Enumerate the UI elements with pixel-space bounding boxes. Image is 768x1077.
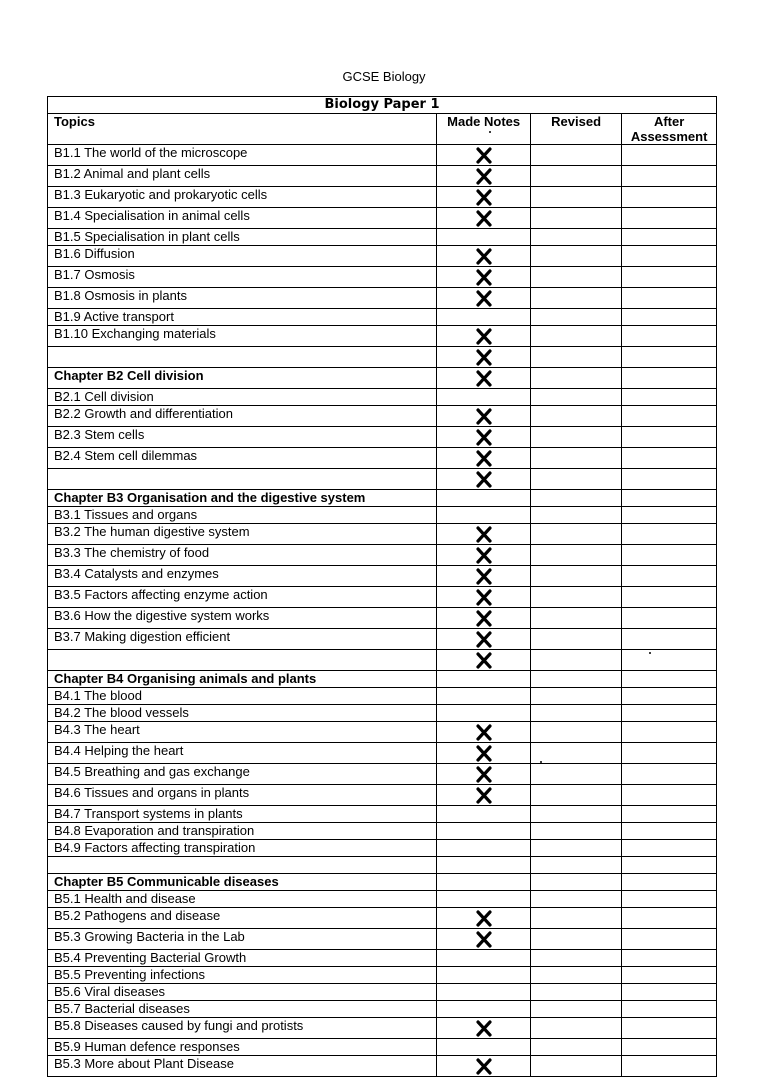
cross-mark-icon bbox=[476, 1058, 492, 1075]
table-row bbox=[48, 389, 717, 406]
after-assessment-cell[interactable] bbox=[622, 840, 717, 857]
made-notes-cell[interactable] bbox=[437, 166, 531, 187]
table-row bbox=[48, 857, 717, 874]
made-notes-cell[interactable] bbox=[437, 874, 531, 891]
cross-mark-icon bbox=[476, 631, 492, 648]
table-row bbox=[48, 507, 717, 524]
revised-cell[interactable] bbox=[530, 984, 621, 1001]
after-assessment-cell[interactable] bbox=[622, 650, 717, 671]
revised-cell[interactable] bbox=[530, 469, 621, 490]
topic-label: B2.1 Cell division bbox=[48, 389, 437, 406]
revised-cell[interactable] bbox=[530, 891, 621, 908]
made-notes-cell[interactable] bbox=[437, 448, 531, 469]
revised-cell[interactable] bbox=[530, 490, 621, 507]
after-assessment-cell[interactable] bbox=[622, 448, 717, 469]
made-notes-cell[interactable] bbox=[437, 722, 531, 743]
table-row bbox=[48, 246, 717, 267]
header-revised: Revised bbox=[530, 114, 621, 145]
after-assessment-cell[interactable] bbox=[622, 1018, 717, 1039]
topic-label: B1.8 Osmosis in plants bbox=[48, 288, 437, 309]
chapter-row bbox=[48, 671, 717, 688]
after-assessment-cell[interactable] bbox=[622, 288, 717, 309]
column-header-row bbox=[48, 114, 717, 145]
made-notes-cell[interactable] bbox=[437, 908, 531, 929]
after-assessment-cell[interactable] bbox=[622, 309, 717, 326]
after-assessment-cell[interactable] bbox=[622, 490, 717, 507]
topic-label: B2.2 Growth and differentiation bbox=[48, 406, 437, 427]
cross-mark-icon bbox=[476, 724, 492, 741]
table-row bbox=[48, 891, 717, 908]
table-row bbox=[48, 406, 717, 427]
header-made-notes: Made Notes bbox=[437, 114, 531, 145]
after-assessment-cell[interactable] bbox=[622, 1039, 717, 1056]
table-row bbox=[48, 524, 717, 545]
topic-label: B1.1 The world of the microscope bbox=[48, 145, 437, 166]
made-notes-cell[interactable] bbox=[437, 984, 531, 1001]
topic-label: B2.3 Stem cells bbox=[48, 427, 437, 448]
cross-mark-icon bbox=[476, 189, 492, 206]
made-notes-cell[interactable] bbox=[437, 389, 531, 406]
topic-label: B3.7 Making digestion efficient bbox=[48, 629, 437, 650]
cross-mark-icon bbox=[476, 408, 492, 425]
topic-label: B4.8 Evaporation and transpiration bbox=[48, 823, 437, 840]
made-notes-cell[interactable] bbox=[437, 1018, 531, 1039]
made-notes-cell[interactable] bbox=[437, 1039, 531, 1056]
after-assessment-cell[interactable] bbox=[622, 389, 717, 406]
cross-mark-icon bbox=[476, 147, 492, 164]
revised-cell[interactable] bbox=[530, 389, 621, 406]
table-row bbox=[48, 1018, 717, 1039]
revised-cell[interactable] bbox=[530, 507, 621, 524]
made-notes-cell[interactable] bbox=[437, 187, 531, 208]
table-row bbox=[48, 967, 717, 984]
after-assessment-cell[interactable] bbox=[622, 208, 717, 229]
after-assessment-cell[interactable] bbox=[622, 166, 717, 187]
page-title: GCSE Biology bbox=[342, 69, 426, 84]
cross-mark-icon bbox=[476, 526, 492, 543]
made-notes-cell[interactable] bbox=[437, 950, 531, 967]
after-assessment-cell[interactable] bbox=[622, 823, 717, 840]
after-assessment-cell[interactable] bbox=[622, 806, 717, 823]
revised-cell[interactable] bbox=[530, 166, 621, 187]
after-assessment-cell[interactable] bbox=[622, 929, 717, 950]
topic-label: B2.4 Stem cell dilemmas bbox=[48, 448, 437, 469]
cross-mark-icon bbox=[476, 248, 492, 265]
revised-cell[interactable] bbox=[530, 246, 621, 267]
made-notes-cell[interactable] bbox=[437, 326, 531, 347]
made-notes-cell[interactable] bbox=[437, 1001, 531, 1018]
after-assessment-cell[interactable] bbox=[622, 246, 717, 267]
cross-mark-icon bbox=[476, 429, 492, 446]
after-assessment-cell[interactable] bbox=[622, 187, 717, 208]
topic-label: B1.10 Exchanging materials bbox=[48, 326, 437, 347]
after-assessment-cell[interactable] bbox=[622, 545, 717, 566]
revised-cell[interactable] bbox=[530, 671, 621, 688]
after-assessment-cell[interactable] bbox=[622, 785, 717, 806]
chapter-row bbox=[48, 490, 717, 507]
topic-label: B1.9 Active transport bbox=[48, 309, 437, 326]
cross-mark-icon bbox=[476, 269, 492, 286]
revised-cell[interactable] bbox=[530, 929, 621, 950]
after-assessment-cell[interactable] bbox=[622, 1001, 717, 1018]
topic-label: B1.6 Diffusion bbox=[48, 246, 437, 267]
made-notes-cell[interactable] bbox=[437, 688, 531, 705]
table-row bbox=[48, 650, 717, 671]
paper-header-row bbox=[48, 97, 717, 114]
revised-cell[interactable] bbox=[530, 288, 621, 309]
table-row bbox=[48, 267, 717, 288]
cross-mark-icon bbox=[476, 610, 492, 627]
cross-mark-icon bbox=[476, 787, 492, 804]
made-notes-cell[interactable] bbox=[437, 566, 531, 587]
topic-label: B5.9 Human defence responses bbox=[48, 1039, 437, 1056]
revised-cell[interactable] bbox=[530, 650, 621, 671]
cross-mark-icon bbox=[476, 471, 492, 488]
topic-label: B3.1 Tissues and organs bbox=[48, 507, 437, 524]
revised-cell[interactable] bbox=[530, 823, 621, 840]
cross-mark-icon bbox=[476, 328, 492, 345]
topic-label: B5.2 Pathogens and disease bbox=[48, 908, 437, 929]
made-notes-cell[interactable] bbox=[437, 608, 531, 629]
made-notes-cell[interactable] bbox=[437, 309, 531, 326]
made-notes-cell[interactable] bbox=[437, 246, 531, 267]
topic-label bbox=[48, 650, 437, 671]
revised-cell[interactable] bbox=[530, 1039, 621, 1056]
table-row bbox=[48, 229, 717, 246]
after-assessment-cell[interactable] bbox=[622, 229, 717, 246]
made-notes-cell[interactable] bbox=[437, 650, 531, 671]
revised-cell[interactable] bbox=[530, 347, 621, 368]
made-notes-cell[interactable] bbox=[437, 229, 531, 246]
table-row bbox=[48, 566, 717, 587]
after-assessment-cell[interactable] bbox=[622, 984, 717, 1001]
made-notes-cell[interactable] bbox=[437, 929, 531, 950]
topic-label: B1.4 Specialisation in animal cells bbox=[48, 208, 437, 229]
made-notes-cell[interactable] bbox=[437, 1056, 531, 1077]
table-row bbox=[48, 347, 717, 368]
made-notes-cell[interactable] bbox=[437, 629, 531, 650]
table-row bbox=[48, 1001, 717, 1018]
made-notes-cell[interactable] bbox=[437, 587, 531, 608]
topic-label: B3.4 Catalysts and enzymes bbox=[48, 566, 437, 587]
after-assessment-cell[interactable] bbox=[622, 705, 717, 722]
topic-label: B3.2 The human digestive system bbox=[48, 524, 437, 545]
topic-label: B5.7 Bacterial diseases bbox=[48, 1001, 437, 1018]
table-row bbox=[48, 326, 717, 347]
revised-cell[interactable] bbox=[530, 448, 621, 469]
after-assessment-cell[interactable] bbox=[622, 950, 717, 967]
table-row bbox=[48, 166, 717, 187]
revised-cell[interactable] bbox=[530, 1018, 621, 1039]
after-assessment-cell[interactable] bbox=[622, 145, 717, 166]
revised-cell[interactable] bbox=[530, 608, 621, 629]
ink-speck bbox=[649, 652, 651, 654]
made-notes-cell[interactable] bbox=[437, 545, 531, 566]
table-row bbox=[48, 629, 717, 650]
chapter-heading: Chapter B2 Cell division bbox=[48, 368, 437, 389]
cross-mark-icon bbox=[476, 450, 492, 467]
table-row bbox=[48, 908, 717, 929]
after-assessment-cell[interactable] bbox=[622, 326, 717, 347]
table-row bbox=[48, 448, 717, 469]
paper-title: Biology Paper 1 bbox=[48, 97, 717, 114]
after-assessment-cell[interactable] bbox=[622, 671, 717, 688]
revised-cell[interactable] bbox=[530, 267, 621, 288]
topic-label: B4.7 Transport systems in plants bbox=[48, 806, 437, 823]
cross-mark-icon bbox=[476, 349, 492, 366]
revised-cell[interactable] bbox=[530, 229, 621, 246]
table-row bbox=[48, 722, 717, 743]
made-notes-cell[interactable] bbox=[437, 208, 531, 229]
topic-label bbox=[48, 857, 437, 874]
topic-label: B3.3 The chemistry of food bbox=[48, 545, 437, 566]
made-notes-cell[interactable] bbox=[437, 823, 531, 840]
revised-cell[interactable] bbox=[530, 406, 621, 427]
topic-label: B4.9 Factors affecting transpiration bbox=[48, 840, 437, 857]
chapter-heading: Chapter B3 Organisation and the digestive system bbox=[48, 490, 437, 507]
table-row bbox=[48, 187, 717, 208]
chapter-heading: Chapter B4 Organising animals and plants bbox=[48, 671, 437, 688]
made-notes-cell[interactable] bbox=[437, 785, 531, 806]
after-assessment-cell[interactable] bbox=[622, 743, 717, 764]
made-notes-cell[interactable] bbox=[437, 671, 531, 688]
after-assessment-cell[interactable] bbox=[622, 722, 717, 743]
revised-cell[interactable] bbox=[530, 908, 621, 929]
made-notes-cell[interactable] bbox=[437, 705, 531, 722]
after-assessment-cell[interactable] bbox=[622, 347, 717, 368]
table-row bbox=[48, 785, 717, 806]
revised-cell[interactable] bbox=[530, 722, 621, 743]
ink-speck bbox=[489, 131, 491, 133]
cross-mark-icon bbox=[476, 931, 492, 948]
made-notes-cell[interactable] bbox=[437, 267, 531, 288]
table-row bbox=[48, 688, 717, 705]
table-row bbox=[48, 823, 717, 840]
after-assessment-cell[interactable] bbox=[622, 368, 717, 389]
header-topics: Topics bbox=[48, 114, 437, 145]
revised-cell[interactable] bbox=[530, 806, 621, 823]
revised-cell[interactable] bbox=[530, 524, 621, 545]
after-assessment-cell[interactable] bbox=[622, 427, 717, 448]
after-assessment-cell[interactable] bbox=[622, 857, 717, 874]
chapter-row bbox=[48, 874, 717, 891]
after-assessment-cell[interactable] bbox=[622, 967, 717, 984]
revised-cell[interactable] bbox=[530, 566, 621, 587]
table-row bbox=[48, 427, 717, 448]
revised-cell[interactable] bbox=[530, 309, 621, 326]
table-row bbox=[48, 545, 717, 566]
table-row bbox=[48, 145, 717, 166]
made-notes-cell[interactable] bbox=[437, 806, 531, 823]
made-notes-cell[interactable] bbox=[437, 524, 531, 545]
cross-mark-icon bbox=[476, 568, 492, 585]
cross-mark-icon bbox=[476, 1020, 492, 1037]
revised-cell[interactable] bbox=[530, 208, 621, 229]
topic-label: B5.4 Preventing Bacterial Growth bbox=[48, 950, 437, 967]
table-row bbox=[48, 1056, 717, 1077]
made-notes-cell[interactable] bbox=[437, 967, 531, 984]
made-notes-cell[interactable] bbox=[437, 145, 531, 166]
cross-mark-icon bbox=[476, 652, 492, 669]
chapter-heading: Chapter B5 Communicable diseases bbox=[48, 874, 437, 891]
topic-label bbox=[48, 347, 437, 368]
ink-speck bbox=[540, 761, 542, 763]
topic-label: B1.7 Osmosis bbox=[48, 267, 437, 288]
made-notes-cell[interactable] bbox=[437, 857, 531, 874]
revised-cell[interactable] bbox=[530, 705, 621, 722]
topic-label: B5.5 Preventing infections bbox=[48, 967, 437, 984]
revised-cell[interactable] bbox=[530, 187, 621, 208]
topic-label: B5.3 Growing Bacteria in the Lab bbox=[48, 929, 437, 950]
cross-mark-icon bbox=[476, 210, 492, 227]
revised-cell[interactable] bbox=[530, 785, 621, 806]
chapter-row bbox=[48, 368, 717, 389]
revised-cell[interactable] bbox=[530, 587, 621, 608]
table-row bbox=[48, 208, 717, 229]
table-row bbox=[48, 743, 717, 764]
topic-label: B1.2 Animal and plant cells bbox=[48, 166, 437, 187]
topic-checklist-table bbox=[47, 96, 717, 1077]
topic-label: B4.1 The blood bbox=[48, 688, 437, 705]
topic-label: B4.2 The blood vessels bbox=[48, 705, 437, 722]
made-notes-cell[interactable] bbox=[437, 427, 531, 448]
after-assessment-cell[interactable] bbox=[622, 1056, 717, 1077]
table-row bbox=[48, 608, 717, 629]
revised-cell[interactable] bbox=[530, 950, 621, 967]
topic-label: B3.6 How the digestive system works bbox=[48, 608, 437, 629]
revised-cell[interactable] bbox=[530, 743, 621, 764]
topic-label: B1.5 Specialisation in plant cells bbox=[48, 229, 437, 246]
table-row bbox=[48, 288, 717, 309]
table-row bbox=[48, 309, 717, 326]
after-assessment-cell[interactable] bbox=[622, 608, 717, 629]
made-notes-cell[interactable] bbox=[437, 891, 531, 908]
made-notes-cell[interactable] bbox=[437, 469, 531, 490]
table-row bbox=[48, 929, 717, 950]
topic-label: B5.6 Viral diseases bbox=[48, 984, 437, 1001]
after-assessment-cell[interactable] bbox=[622, 688, 717, 705]
after-assessment-cell[interactable] bbox=[622, 267, 717, 288]
made-notes-cell[interactable] bbox=[437, 507, 531, 524]
topic-label bbox=[48, 469, 437, 490]
revised-cell[interactable] bbox=[530, 874, 621, 891]
cross-mark-icon bbox=[476, 766, 492, 783]
made-notes-cell[interactable] bbox=[437, 764, 531, 785]
after-assessment-cell[interactable] bbox=[622, 507, 717, 524]
revised-cell[interactable] bbox=[530, 764, 621, 785]
revised-cell[interactable] bbox=[530, 629, 621, 650]
table-row bbox=[48, 950, 717, 967]
cross-mark-icon bbox=[476, 745, 492, 762]
after-assessment-cell[interactable] bbox=[622, 908, 717, 929]
revised-cell[interactable] bbox=[530, 688, 621, 705]
revised-cell[interactable] bbox=[530, 545, 621, 566]
after-assessment-cell[interactable] bbox=[622, 469, 717, 490]
revised-cell[interactable] bbox=[530, 145, 621, 166]
after-assessment-cell[interactable] bbox=[622, 566, 717, 587]
table-row bbox=[48, 984, 717, 1001]
revised-cell[interactable] bbox=[530, 368, 621, 389]
header-after-assessment: After Assessment bbox=[622, 114, 717, 145]
cross-mark-icon bbox=[476, 910, 492, 927]
after-assessment-cell[interactable] bbox=[622, 629, 717, 650]
revised-cell[interactable] bbox=[530, 427, 621, 448]
topic-label: B4.6 Tissues and organs in plants bbox=[48, 785, 437, 806]
cross-mark-icon bbox=[476, 370, 492, 387]
made-notes-cell[interactable] bbox=[437, 743, 531, 764]
topic-label: B4.5 Breathing and gas exchange bbox=[48, 764, 437, 785]
revised-cell[interactable] bbox=[530, 967, 621, 984]
made-notes-cell[interactable] bbox=[437, 288, 531, 309]
made-notes-cell[interactable] bbox=[437, 490, 531, 507]
topic-label: B5.8 Diseases caused by fungi and protists bbox=[48, 1018, 437, 1039]
topic-label: B1.3 Eukaryotic and prokaryotic cells bbox=[48, 187, 437, 208]
made-notes-cell[interactable] bbox=[437, 406, 531, 427]
made-notes-cell[interactable] bbox=[437, 368, 531, 389]
after-assessment-cell[interactable] bbox=[622, 891, 717, 908]
revised-cell[interactable] bbox=[530, 1001, 621, 1018]
after-assessment-cell[interactable] bbox=[622, 524, 717, 545]
topic-label: B5.1 Health and disease bbox=[48, 891, 437, 908]
table-row bbox=[48, 764, 717, 785]
revised-cell[interactable] bbox=[530, 840, 621, 857]
table-row bbox=[48, 587, 717, 608]
cross-mark-icon bbox=[476, 589, 492, 606]
topic-label: B5.3 More about Plant Disease bbox=[48, 1056, 437, 1077]
after-assessment-cell[interactable] bbox=[622, 406, 717, 427]
cross-mark-icon bbox=[476, 168, 492, 185]
cross-mark-icon bbox=[476, 290, 492, 307]
cross-mark-icon bbox=[476, 547, 492, 564]
table-row bbox=[48, 469, 717, 490]
revised-cell[interactable] bbox=[530, 857, 621, 874]
table-row bbox=[48, 806, 717, 823]
revised-cell[interactable] bbox=[530, 1056, 621, 1077]
topic-label: B4.4 Helping the heart bbox=[48, 743, 437, 764]
after-assessment-cell[interactable] bbox=[622, 874, 717, 891]
revised-cell[interactable] bbox=[530, 326, 621, 347]
table-row bbox=[48, 840, 717, 857]
after-assessment-cell[interactable] bbox=[622, 587, 717, 608]
after-assessment-cell[interactable] bbox=[622, 764, 717, 785]
made-notes-cell[interactable] bbox=[437, 840, 531, 857]
made-notes-cell[interactable] bbox=[437, 347, 531, 368]
table-row bbox=[48, 1039, 717, 1056]
table-body bbox=[48, 97, 717, 1077]
table-row bbox=[48, 705, 717, 722]
topic-label: B3.5 Factors affecting enzyme action bbox=[48, 587, 437, 608]
topic-label: B4.3 The heart bbox=[48, 722, 437, 743]
